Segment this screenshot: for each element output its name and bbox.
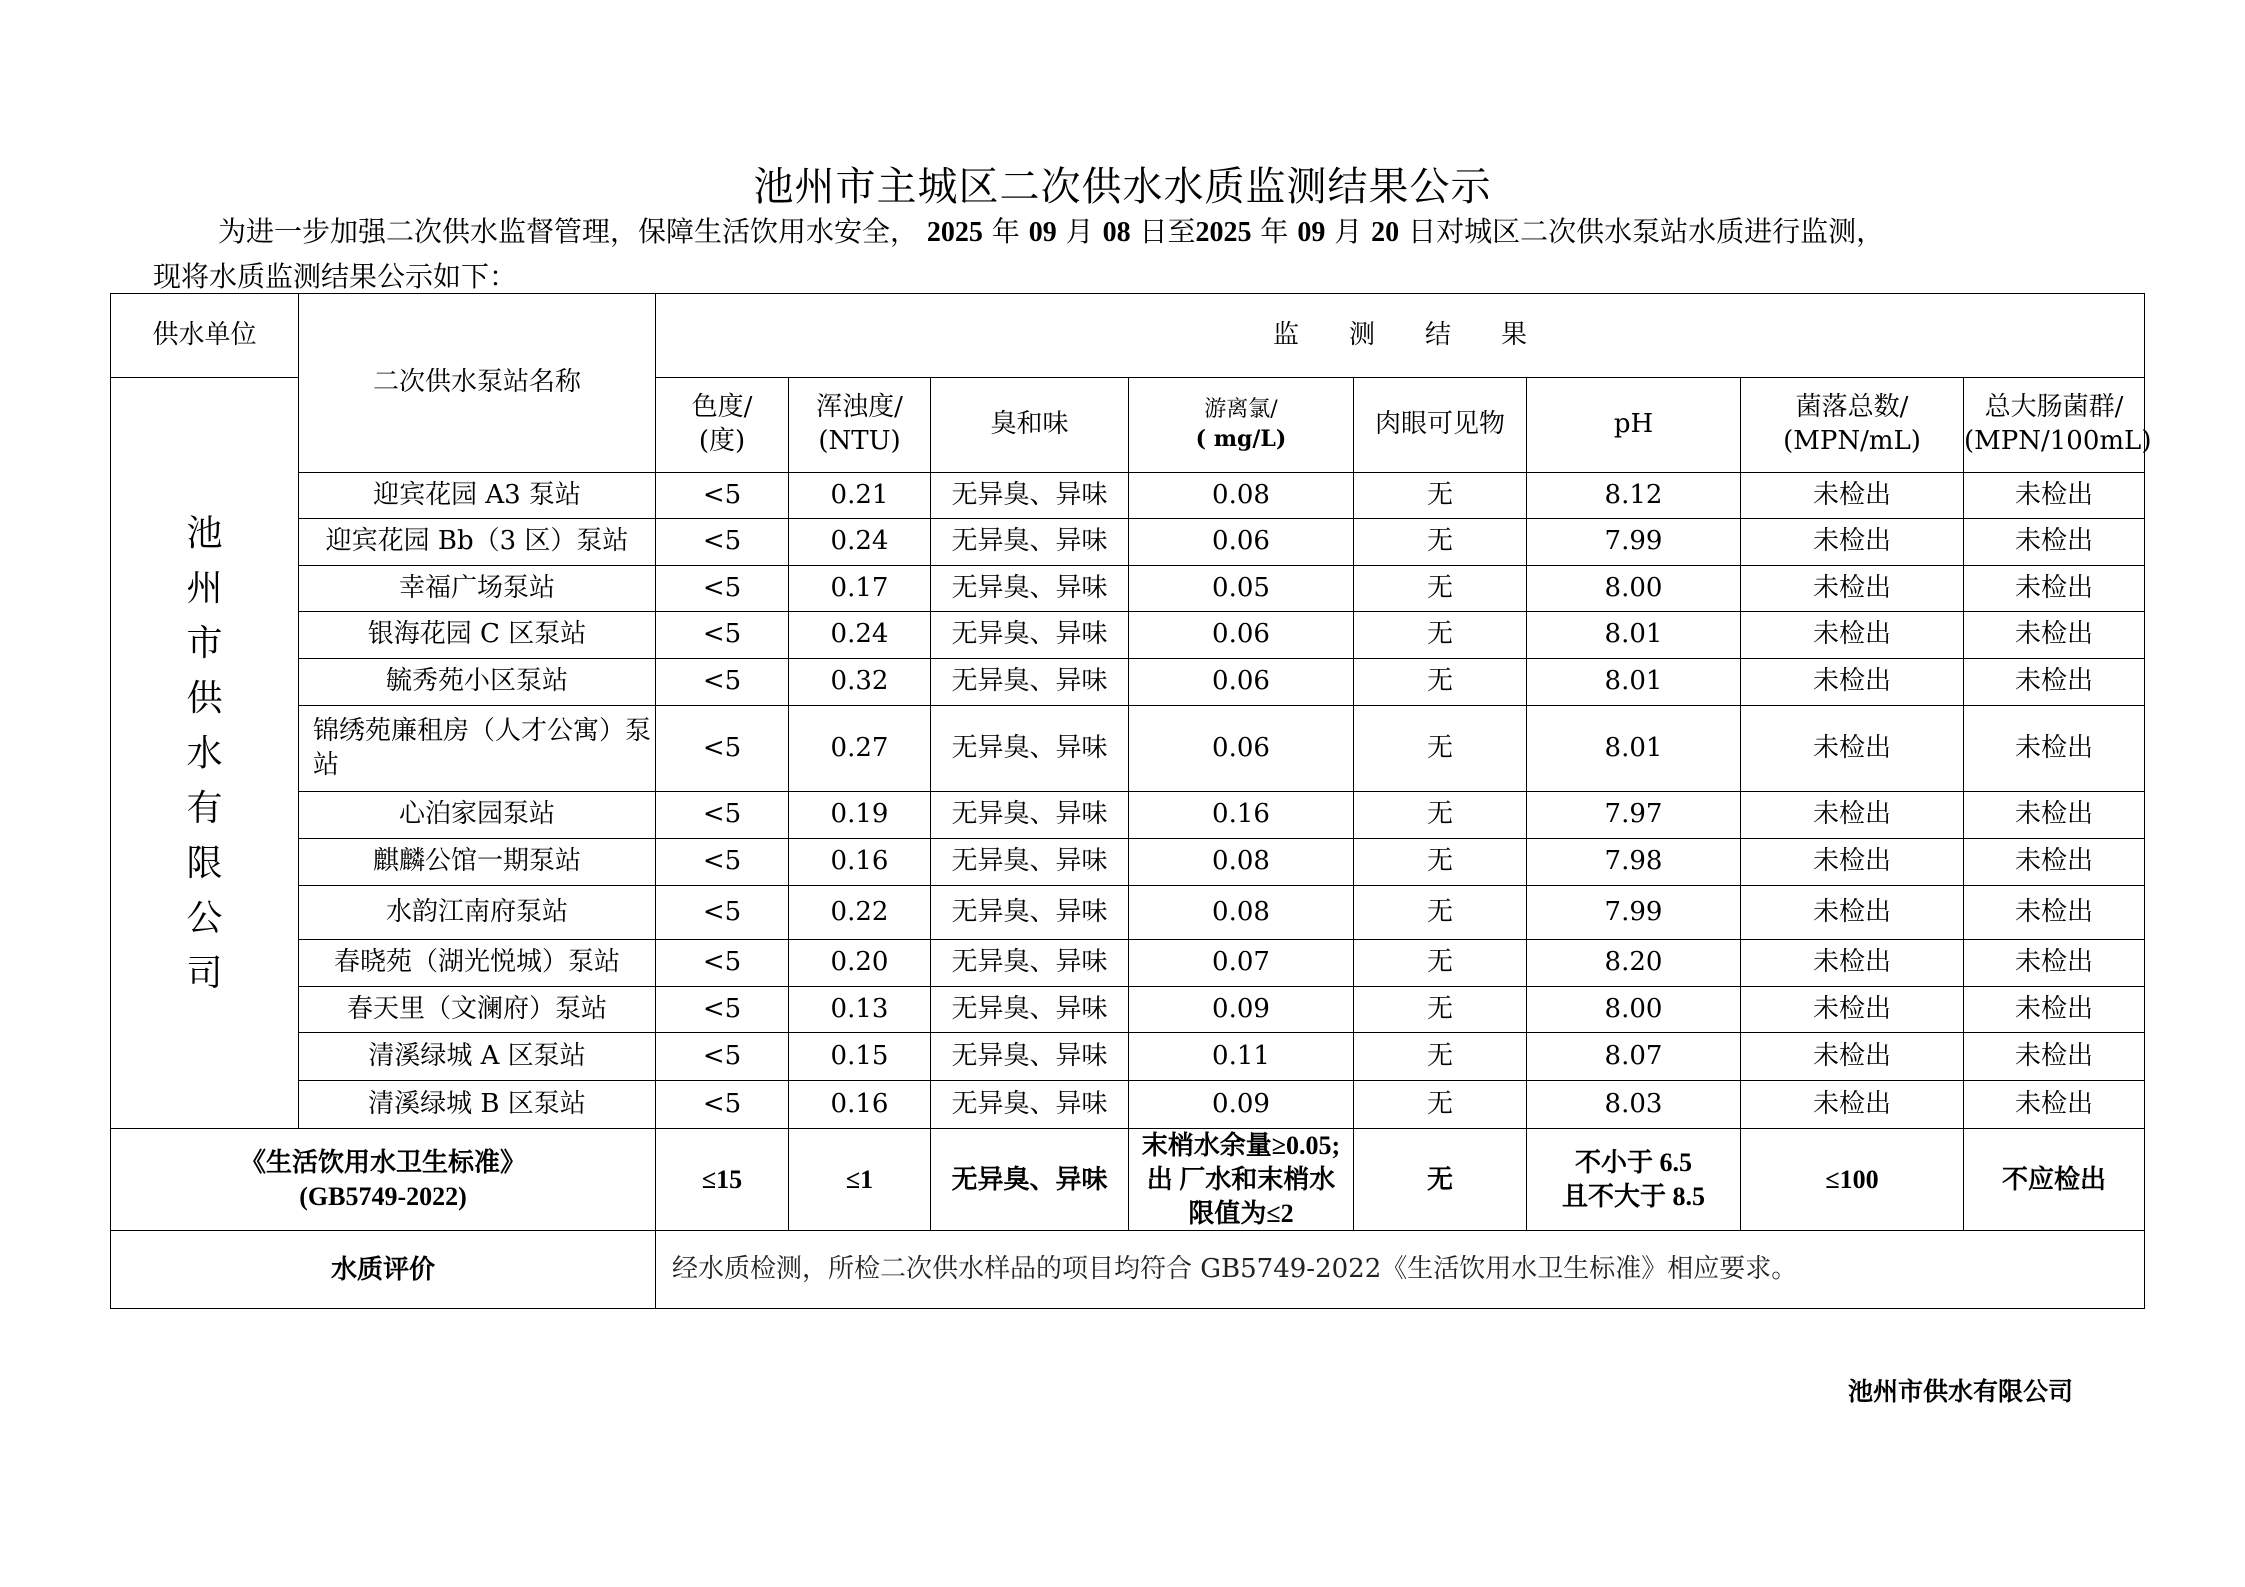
visible-value: 无 <box>1354 792 1527 839</box>
colonies-value: 未检出 <box>1741 612 1964 659</box>
color-value: <5 <box>656 612 789 659</box>
col-label: pH <box>1613 409 1654 440</box>
ph-value: 7.97 <box>1527 792 1741 839</box>
coliform-value: 未检出 <box>1964 566 2145 612</box>
standard-color: ≤15 <box>656 1129 789 1231</box>
color-value: <5 <box>656 1033 789 1081</box>
chlorine-value: 0.08 <box>1129 473 1354 519</box>
table-row <box>111 659 2145 706</box>
supply-unit-vertical-text <box>185 506 225 1001</box>
supply-unit-char: 水 <box>186 732 223 774</box>
coliform-value: 未检出 <box>1964 839 2145 886</box>
day-char: 日 <box>1139 215 1168 248</box>
visible-value: 无 <box>1354 1081 1527 1129</box>
turbidity-value: 0.24 <box>789 612 931 659</box>
ph-value: 8.01 <box>1527 612 1741 659</box>
standard-colonies: ≤100 <box>1741 1129 1964 1231</box>
chlorine-value: 0.07 <box>1129 940 1354 987</box>
page-title: 池州市主城区二次供水水质监测结果公示 <box>753 164 1492 210</box>
ph-value: 7.99 <box>1527 519 1741 566</box>
results-table <box>110 293 2152 1309</box>
coliform-value: 未检出 <box>1964 792 2145 839</box>
evaluation-row <box>111 1231 2145 1309</box>
chlorine-value: 0.11 <box>1129 1033 1354 1081</box>
coliform-value: 未检出 <box>1964 987 2145 1033</box>
odor-value: 无异臭、异味 <box>931 706 1129 792</box>
odor-value: 无异臭、异味 <box>931 473 1129 519</box>
supply-unit-char: 限 <box>186 842 223 884</box>
table-row <box>111 519 2145 566</box>
station-name: 毓秀苑小区泵站 <box>299 659 656 706</box>
table-row <box>111 987 2145 1033</box>
visible-value: 无 <box>1354 839 1527 886</box>
turbidity-value: 0.21 <box>789 473 931 519</box>
header-col-color <box>656 378 789 473</box>
supply-unit-char: 公 <box>186 897 223 939</box>
table-row <box>111 473 2145 519</box>
intro-suffix: 对城区二次供水泵站水质进行监测， <box>1436 215 1885 248</box>
chlorine-line: 限值为≤2 <box>1188 1198 1294 1228</box>
chlorine-value: 0.08 <box>1129 886 1354 940</box>
ph-value: 8.00 <box>1527 566 1741 612</box>
col-label: 浑浊度/ <box>816 392 903 423</box>
standard-label <box>111 1129 656 1231</box>
end-day: 20 <box>1371 217 1400 248</box>
col-unit: ( mg/L) <box>1195 426 1287 452</box>
year-char: 年 <box>991 215 1020 248</box>
header-col-odor <box>931 378 1129 473</box>
odor-value: 无异臭、异味 <box>931 987 1129 1033</box>
turbidity-value: 0.27 <box>789 706 931 792</box>
supply-unit-char: 供 <box>186 677 223 719</box>
chlorine-value: 0.06 <box>1129 519 1354 566</box>
chlorine-line: 末梢水余量≥0.05; <box>1141 1131 1341 1160</box>
station-name: 心泊家园泵站 <box>299 792 656 839</box>
color-value: <5 <box>656 839 789 886</box>
colonies-value: 未检出 <box>1741 473 1964 519</box>
col-label: 臭和味 <box>990 409 1069 440</box>
ph-value: 8.01 <box>1527 706 1741 792</box>
coliform-value: 未检出 <box>1964 473 2145 519</box>
colonies-value: 未检出 <box>1741 659 1964 706</box>
intro-paragraph-line2: 现将水质监测结果公示如下： <box>153 260 518 293</box>
table-row <box>111 1081 2145 1129</box>
color-value: <5 <box>656 473 789 519</box>
chlorine-value: 0.08 <box>1129 839 1354 886</box>
header-results: 监测结果 <box>656 294 2145 378</box>
intro-paragraph-line1 <box>218 210 1884 250</box>
header-station-name: 二次供水泵站名称 <box>299 294 656 473</box>
start-year: 2025 <box>926 217 983 248</box>
station-name: 迎宾花园 A3 泵站 <box>299 473 656 519</box>
colonies-value: 未检出 <box>1741 1033 1964 1081</box>
table-row <box>111 612 2145 659</box>
supply-unit-char: 有 <box>186 787 223 829</box>
station-name: 春晓苑（湖光悦城）泵站 <box>299 940 656 987</box>
colonies-value: 未检出 <box>1741 519 1964 566</box>
color-value: <5 <box>656 566 789 612</box>
odor-value: 无异臭、异味 <box>931 612 1129 659</box>
turbidity-value: 0.32 <box>789 659 931 706</box>
col-label: 菌落总数/ <box>1795 392 1909 423</box>
col-unit: (MPN/100mL) <box>1964 426 2152 456</box>
standard-chlorine <box>1129 1129 1354 1231</box>
colonies-value: 未检出 <box>1741 706 1964 792</box>
turbidity-value: 0.16 <box>789 839 931 886</box>
month-char: 月 <box>1065 215 1094 248</box>
visible-value: 无 <box>1354 886 1527 940</box>
color-value: <5 <box>656 940 789 987</box>
standard-code: (GB5749-2022) <box>299 1181 467 1211</box>
visible-value: 无 <box>1354 940 1527 987</box>
coliform-value: 未检出 <box>1964 1033 2145 1081</box>
visible-value: 无 <box>1354 519 1527 566</box>
header-col-visible <box>1354 378 1527 473</box>
visible-value: 无 <box>1354 659 1527 706</box>
odor-value: 无异臭、异味 <box>931 1081 1129 1129</box>
turbidity-value: 0.15 <box>789 1033 931 1081</box>
turbidity-value: 0.13 <box>789 987 931 1033</box>
to-char: 至 <box>1167 215 1196 248</box>
evaluation-label: 水质评价 <box>111 1231 656 1309</box>
color-value: <5 <box>656 886 789 940</box>
station-name: 幸福广场泵站 <box>299 566 656 612</box>
supply-unit-char: 司 <box>186 952 223 994</box>
ph-value: 8.00 <box>1527 987 1741 1033</box>
header-col-ph <box>1527 378 1741 473</box>
standard-odor: 无异臭、异味 <box>931 1129 1129 1231</box>
standard-ph <box>1527 1129 1741 1231</box>
standard-name: 《生活饮用水卫生标准》 <box>239 1147 526 1177</box>
coliform-value: 未检出 <box>1964 886 2145 940</box>
color-value: <5 <box>656 659 789 706</box>
visible-value: 无 <box>1354 1033 1527 1081</box>
colonies-value: 未检出 <box>1741 792 1964 839</box>
standard-turbidity: ≤1 <box>789 1129 931 1231</box>
ph-line: 不小于 6.5 <box>1574 1147 1692 1177</box>
table-row <box>111 566 2145 612</box>
station-name: 春天里（文澜府）泵站 <box>299 987 656 1033</box>
visible-value: 无 <box>1354 987 1527 1033</box>
chlorine-value: 0.06 <box>1129 612 1354 659</box>
chlorine-value: 0.05 <box>1129 566 1354 612</box>
ph-line: 且不大于 8.5 <box>1561 1181 1705 1211</box>
visible-value: 无 <box>1354 612 1527 659</box>
color-value: <5 <box>656 987 789 1033</box>
colonies-value: 未检出 <box>1741 566 1964 612</box>
turbidity-value: 0.24 <box>789 519 931 566</box>
odor-value: 无异臭、异味 <box>931 659 1129 706</box>
ph-value: 8.01 <box>1527 659 1741 706</box>
coliform-value: 未检出 <box>1964 706 2145 792</box>
supply-unit-char: 市 <box>186 622 223 664</box>
end-month: 09 <box>1297 217 1326 248</box>
year-char: 年 <box>1260 215 1289 248</box>
odor-value: 无异臭、异味 <box>931 940 1129 987</box>
end-year: 2025 <box>1195 217 1252 248</box>
coliform-value: 未检出 <box>1964 659 2145 706</box>
header-row-1 <box>111 294 2145 378</box>
supply-unit-char: 州 <box>186 567 223 609</box>
month-char: 月 <box>1334 215 1363 248</box>
supply-unit-char: 池 <box>186 512 223 554</box>
standard-coliform: 不应检出 <box>1964 1129 2145 1231</box>
coliform-value: 未检出 <box>1964 1081 2145 1129</box>
odor-value: 无异臭、异味 <box>931 1033 1129 1081</box>
odor-value: 无异臭、异味 <box>931 792 1129 839</box>
col-unit: (度) <box>698 426 746 456</box>
colonies-value: 未检出 <box>1741 886 1964 940</box>
turbidity-value: 0.19 <box>789 792 931 839</box>
col-unit: (MPN/mL) <box>1783 426 1921 456</box>
visible-value: 无 <box>1354 706 1527 792</box>
ph-value: 7.98 <box>1527 839 1741 886</box>
standard-row <box>111 1129 2145 1231</box>
chlorine-value: 0.06 <box>1129 706 1354 792</box>
color-value: <5 <box>656 706 789 792</box>
station-name: 水韵江南府泵站 <box>299 886 656 940</box>
color-value: <5 <box>656 519 789 566</box>
odor-value: 无异臭、异味 <box>931 839 1129 886</box>
table-row <box>111 1033 2145 1081</box>
table-row <box>111 792 2145 839</box>
start-month: 09 <box>1028 217 1057 248</box>
odor-value: 无异臭、异味 <box>931 566 1129 612</box>
colonies-value: 未检出 <box>1741 839 1964 886</box>
table-row <box>111 706 2145 792</box>
coliform-value: 未检出 <box>1964 612 2145 659</box>
intro-prefix: 为进一步加强二次供水监督管理，保障生活饮用水安全， <box>218 215 919 248</box>
ph-value: 7.99 <box>1527 886 1741 940</box>
table-row <box>111 886 2145 940</box>
odor-value: 无异臭、异味 <box>931 886 1129 940</box>
supply-unit-cell <box>111 378 299 1129</box>
signature: 池州市供水有限公司 <box>1848 1378 2074 1406</box>
col-label: 肉眼可见物 <box>1374 409 1505 440</box>
ph-value: 8.07 <box>1527 1033 1741 1081</box>
col-label: 色度/ <box>691 392 753 423</box>
station-name: 银海花园 C 区泵站 <box>299 612 656 659</box>
header-supply-unit: 供水单位 <box>111 294 299 378</box>
header-col-coliform <box>1964 378 2152 473</box>
chlorine-line: 出 厂水和末梢水 <box>1146 1164 1336 1194</box>
ph-value: 8.20 <box>1527 940 1741 987</box>
col-unit: (NTU) <box>818 426 901 456</box>
header-col-chlorine <box>1129 378 1354 473</box>
colonies-value: 未检出 <box>1741 1081 1964 1129</box>
header-col-colonies <box>1741 378 1964 473</box>
start-day: 08 <box>1102 217 1131 248</box>
station-name: 迎宾花园 Bb（3 区）泵站 <box>299 519 656 566</box>
header-col-turbidity <box>789 378 931 473</box>
turbidity-value: 0.22 <box>789 886 931 940</box>
chlorine-value: 0.09 <box>1129 987 1354 1033</box>
color-value: <5 <box>656 792 789 839</box>
col-label: 总大肠菌群/ <box>1984 392 2124 423</box>
color-value: <5 <box>656 1081 789 1129</box>
turbidity-value: 0.20 <box>789 940 931 987</box>
col-label: 游离氯/ <box>1204 397 1278 423</box>
station-name: 锦绣苑廉租房（人才公寓）泵站 <box>299 706 656 792</box>
coliform-value: 未检出 <box>1964 519 2145 566</box>
visible-value: 无 <box>1354 473 1527 519</box>
coliform-value: 未检出 <box>1964 940 2145 987</box>
visible-value: 无 <box>1354 566 1527 612</box>
odor-value: 无异臭、异味 <box>931 519 1129 566</box>
table-row <box>111 940 2145 987</box>
colonies-value: 未检出 <box>1741 987 1964 1033</box>
turbidity-value: 0.17 <box>789 566 931 612</box>
table-row <box>111 839 2145 886</box>
colonies-value: 未检出 <box>1741 940 1964 987</box>
day-char: 日 <box>1408 215 1437 248</box>
ph-value: 8.12 <box>1527 473 1741 519</box>
station-name: 清溪绿城 A 区泵站 <box>299 1033 656 1081</box>
standard-visible: 无 <box>1354 1129 1527 1231</box>
chlorine-value: 0.16 <box>1129 792 1354 839</box>
chlorine-value: 0.06 <box>1129 659 1354 706</box>
evaluation-text: 经水质检测，所检二次供水样品的项目均符合 GB5749-2022《生活饮用水卫生标准》相应要求。 <box>656 1231 2145 1309</box>
ph-value: 8.03 <box>1527 1081 1741 1129</box>
station-name: 麒麟公馆一期泵站 <box>299 839 656 886</box>
turbidity-value: 0.16 <box>789 1081 931 1129</box>
station-name: 清溪绿城 B 区泵站 <box>299 1081 656 1129</box>
chlorine-value: 0.09 <box>1129 1081 1354 1129</box>
